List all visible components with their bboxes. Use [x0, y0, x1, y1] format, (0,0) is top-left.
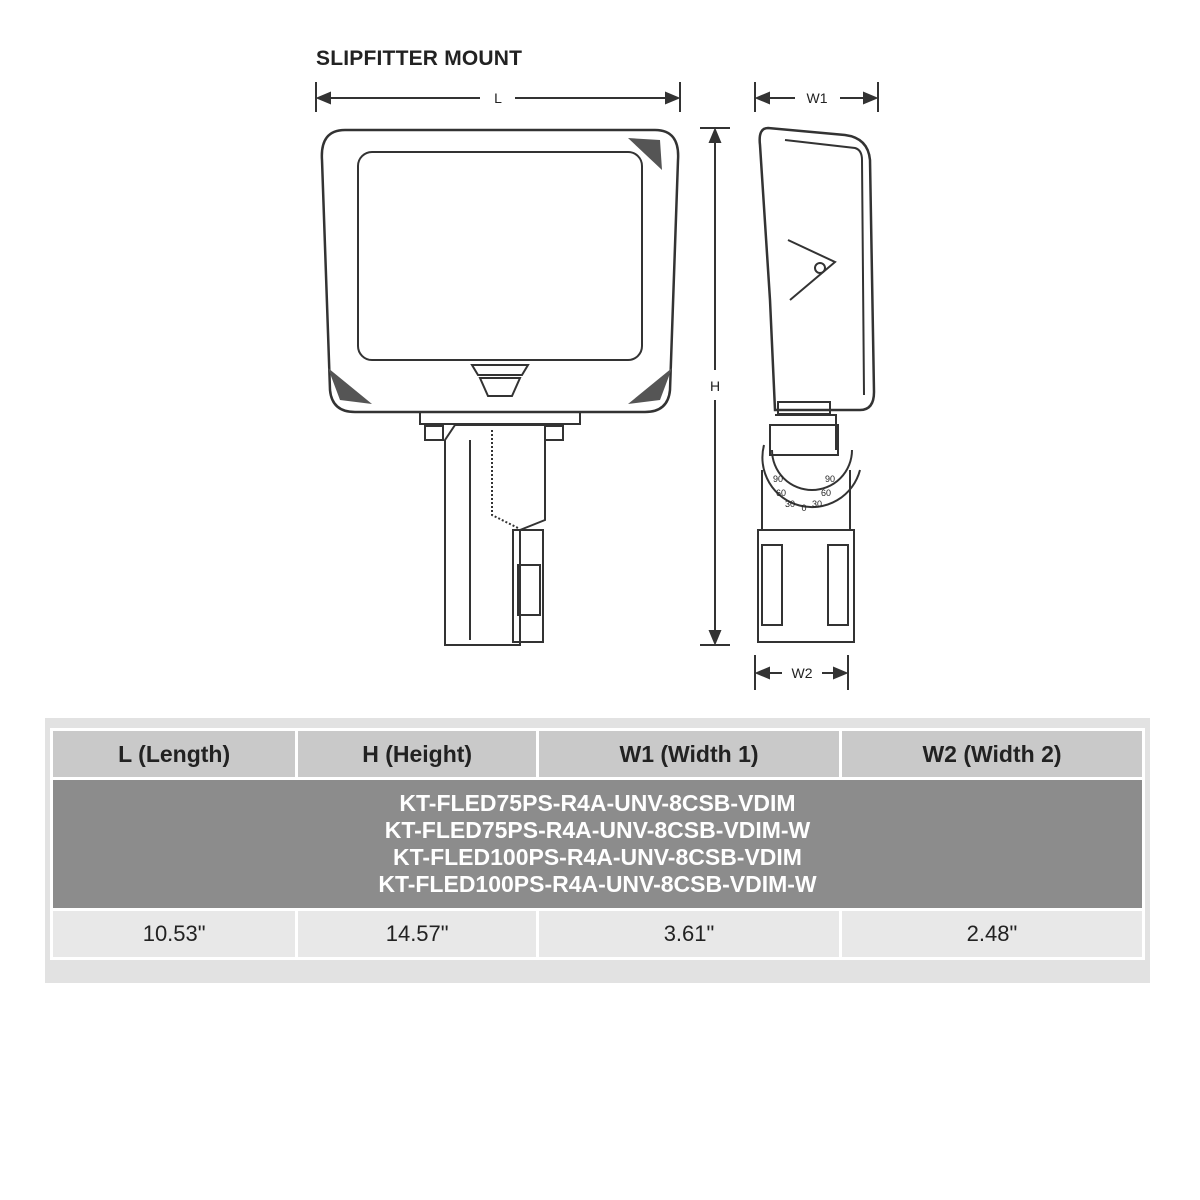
height-dimension — [700, 128, 730, 645]
model-number: KT-FLED100PS-R4A-UNV-8CSB-VDIM-W — [378, 871, 817, 897]
protractor-mark: 60 — [775, 488, 787, 498]
width1-dimension — [755, 82, 878, 112]
model-number: KT-FLED100PS-R4A-UNV-8CSB-VDIM — [393, 844, 802, 870]
values-row — [52, 910, 1144, 959]
models-row — [52, 779, 1144, 910]
protractor-mark: 60 — [820, 488, 832, 498]
length-label: L — [494, 90, 502, 106]
protractor-mark: 30 — [811, 499, 823, 509]
header-width1: W1 (Width 1) — [538, 730, 841, 779]
dimensions-table — [50, 728, 1145, 960]
header-width2: W2 (Width 2) — [841, 730, 1144, 779]
side-view — [758, 128, 874, 642]
header-length: L (Length) — [52, 730, 297, 779]
model-list — [52, 779, 1144, 910]
front-view — [322, 130, 678, 645]
protractor-mark: 90 — [772, 474, 784, 484]
dimensions-table-panel — [45, 718, 1150, 983]
table-header-row — [52, 730, 1144, 779]
protractor-mark: 30 — [784, 499, 796, 509]
value-width2: 2.48" — [841, 910, 1144, 959]
length-dimension — [316, 82, 680, 112]
drawing-title: SLIPFITTER MOUNT — [316, 47, 523, 70]
model-number: KT-FLED75PS-R4A-UNV-8CSB-VDIM-W — [384, 817, 811, 843]
protractor-mark: 0 — [801, 503, 807, 513]
height-label: H — [709, 378, 721, 394]
header-height: H (Height) — [297, 730, 538, 779]
model-number: KT-FLED75PS-R4A-UNV-8CSB-VDIM — [399, 790, 796, 816]
value-width1: 3.61" — [538, 910, 841, 959]
protractor-mark: 90 — [824, 474, 836, 484]
value-height: 14.57" — [297, 910, 538, 959]
width2-dimension — [755, 655, 848, 690]
width2-label: W2 — [791, 665, 813, 681]
value-length: 10.53" — [52, 910, 297, 959]
width1-label: W1 — [806, 90, 828, 106]
